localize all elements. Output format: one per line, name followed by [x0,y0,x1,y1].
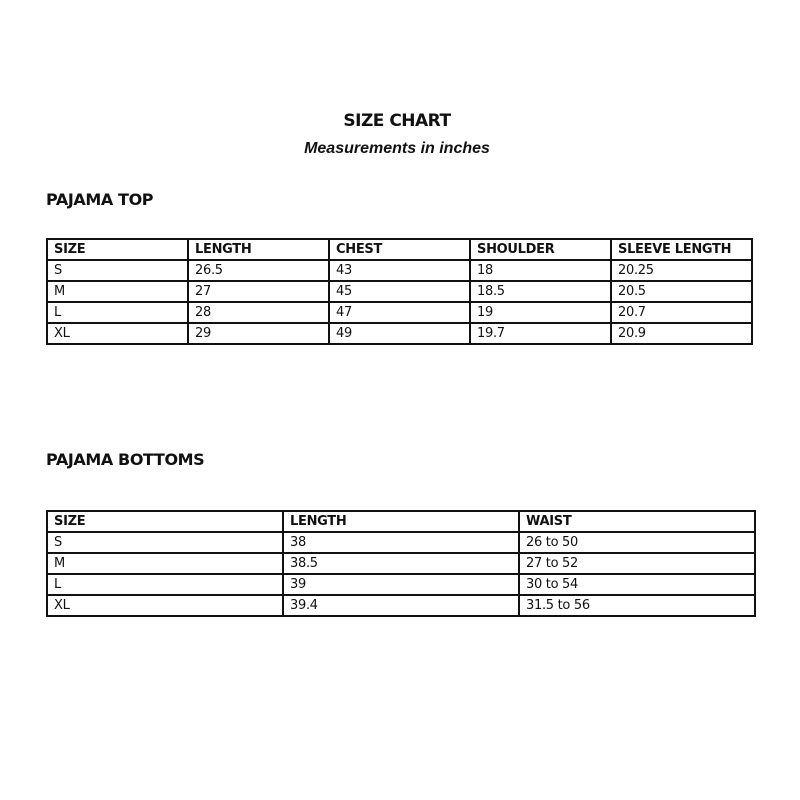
table-cell: 29 [188,323,329,344]
table-cell: S [47,532,283,553]
table-cell: XL [47,323,188,344]
table-cell: L [47,574,283,595]
table-cell: 43 [329,260,470,281]
table-row [47,595,755,616]
column-header-waist: WAIST [519,511,755,532]
page-subtitle: Measurements in inches [304,140,490,157]
table-row [47,532,755,553]
column-header-chest: CHEST [329,239,470,260]
table-cell: 19 [470,302,611,323]
column-header-sleeve-length: SLEEVE LENGTH [611,239,752,260]
table-cell: 20.25 [611,260,752,281]
table-cell: 47 [329,302,470,323]
pajama-top-heading: PAJAMA TOP [46,190,154,209]
table-row [47,553,755,574]
column-header-size: SIZE [47,511,283,532]
table-cell: 38 [283,532,519,553]
table-cell: 20.7 [611,302,752,323]
table-cell: S [47,260,188,281]
table-cell: 26.5 [188,260,329,281]
column-header-shoulder: SHOULDER [470,239,611,260]
table-header-row [47,239,752,260]
table-cell: 20.5 [611,281,752,302]
table-cell: 31.5 to 56 [519,595,755,616]
table-cell: 39.4 [283,595,519,616]
table-cell: 45 [329,281,470,302]
table-cell: 26 to 50 [519,532,755,553]
table-row [47,302,752,323]
pajama-top-table [46,238,753,345]
table-cell: 19.7 [470,323,611,344]
table-row [47,323,752,344]
column-header-length: LENGTH [188,239,329,260]
table-row [47,574,755,595]
table-cell: 27 [188,281,329,302]
table-cell: 18 [470,260,611,281]
table-cell: L [47,302,188,323]
table-cell: 20.9 [611,323,752,344]
table-cell: 18.5 [470,281,611,302]
table-cell: M [47,553,283,574]
table-cell: 30 to 54 [519,574,755,595]
table-cell: 49 [329,323,470,344]
table-row [47,281,752,302]
table-cell: M [47,281,188,302]
table-cell: 28 [188,302,329,323]
column-header-length: LENGTH [283,511,519,532]
page-title: SIZE CHART [343,111,451,131]
pajama-bottoms-table [46,510,756,617]
table-cell: 39 [283,574,519,595]
column-header-size: SIZE [47,239,188,260]
pajama-bottoms-heading: PAJAMA BOTTOMS [46,450,205,469]
table-header-row [47,511,755,532]
table-row [47,260,752,281]
table-cell: 38.5 [283,553,519,574]
table-cell: XL [47,595,283,616]
table-cell: 27 to 52 [519,553,755,574]
